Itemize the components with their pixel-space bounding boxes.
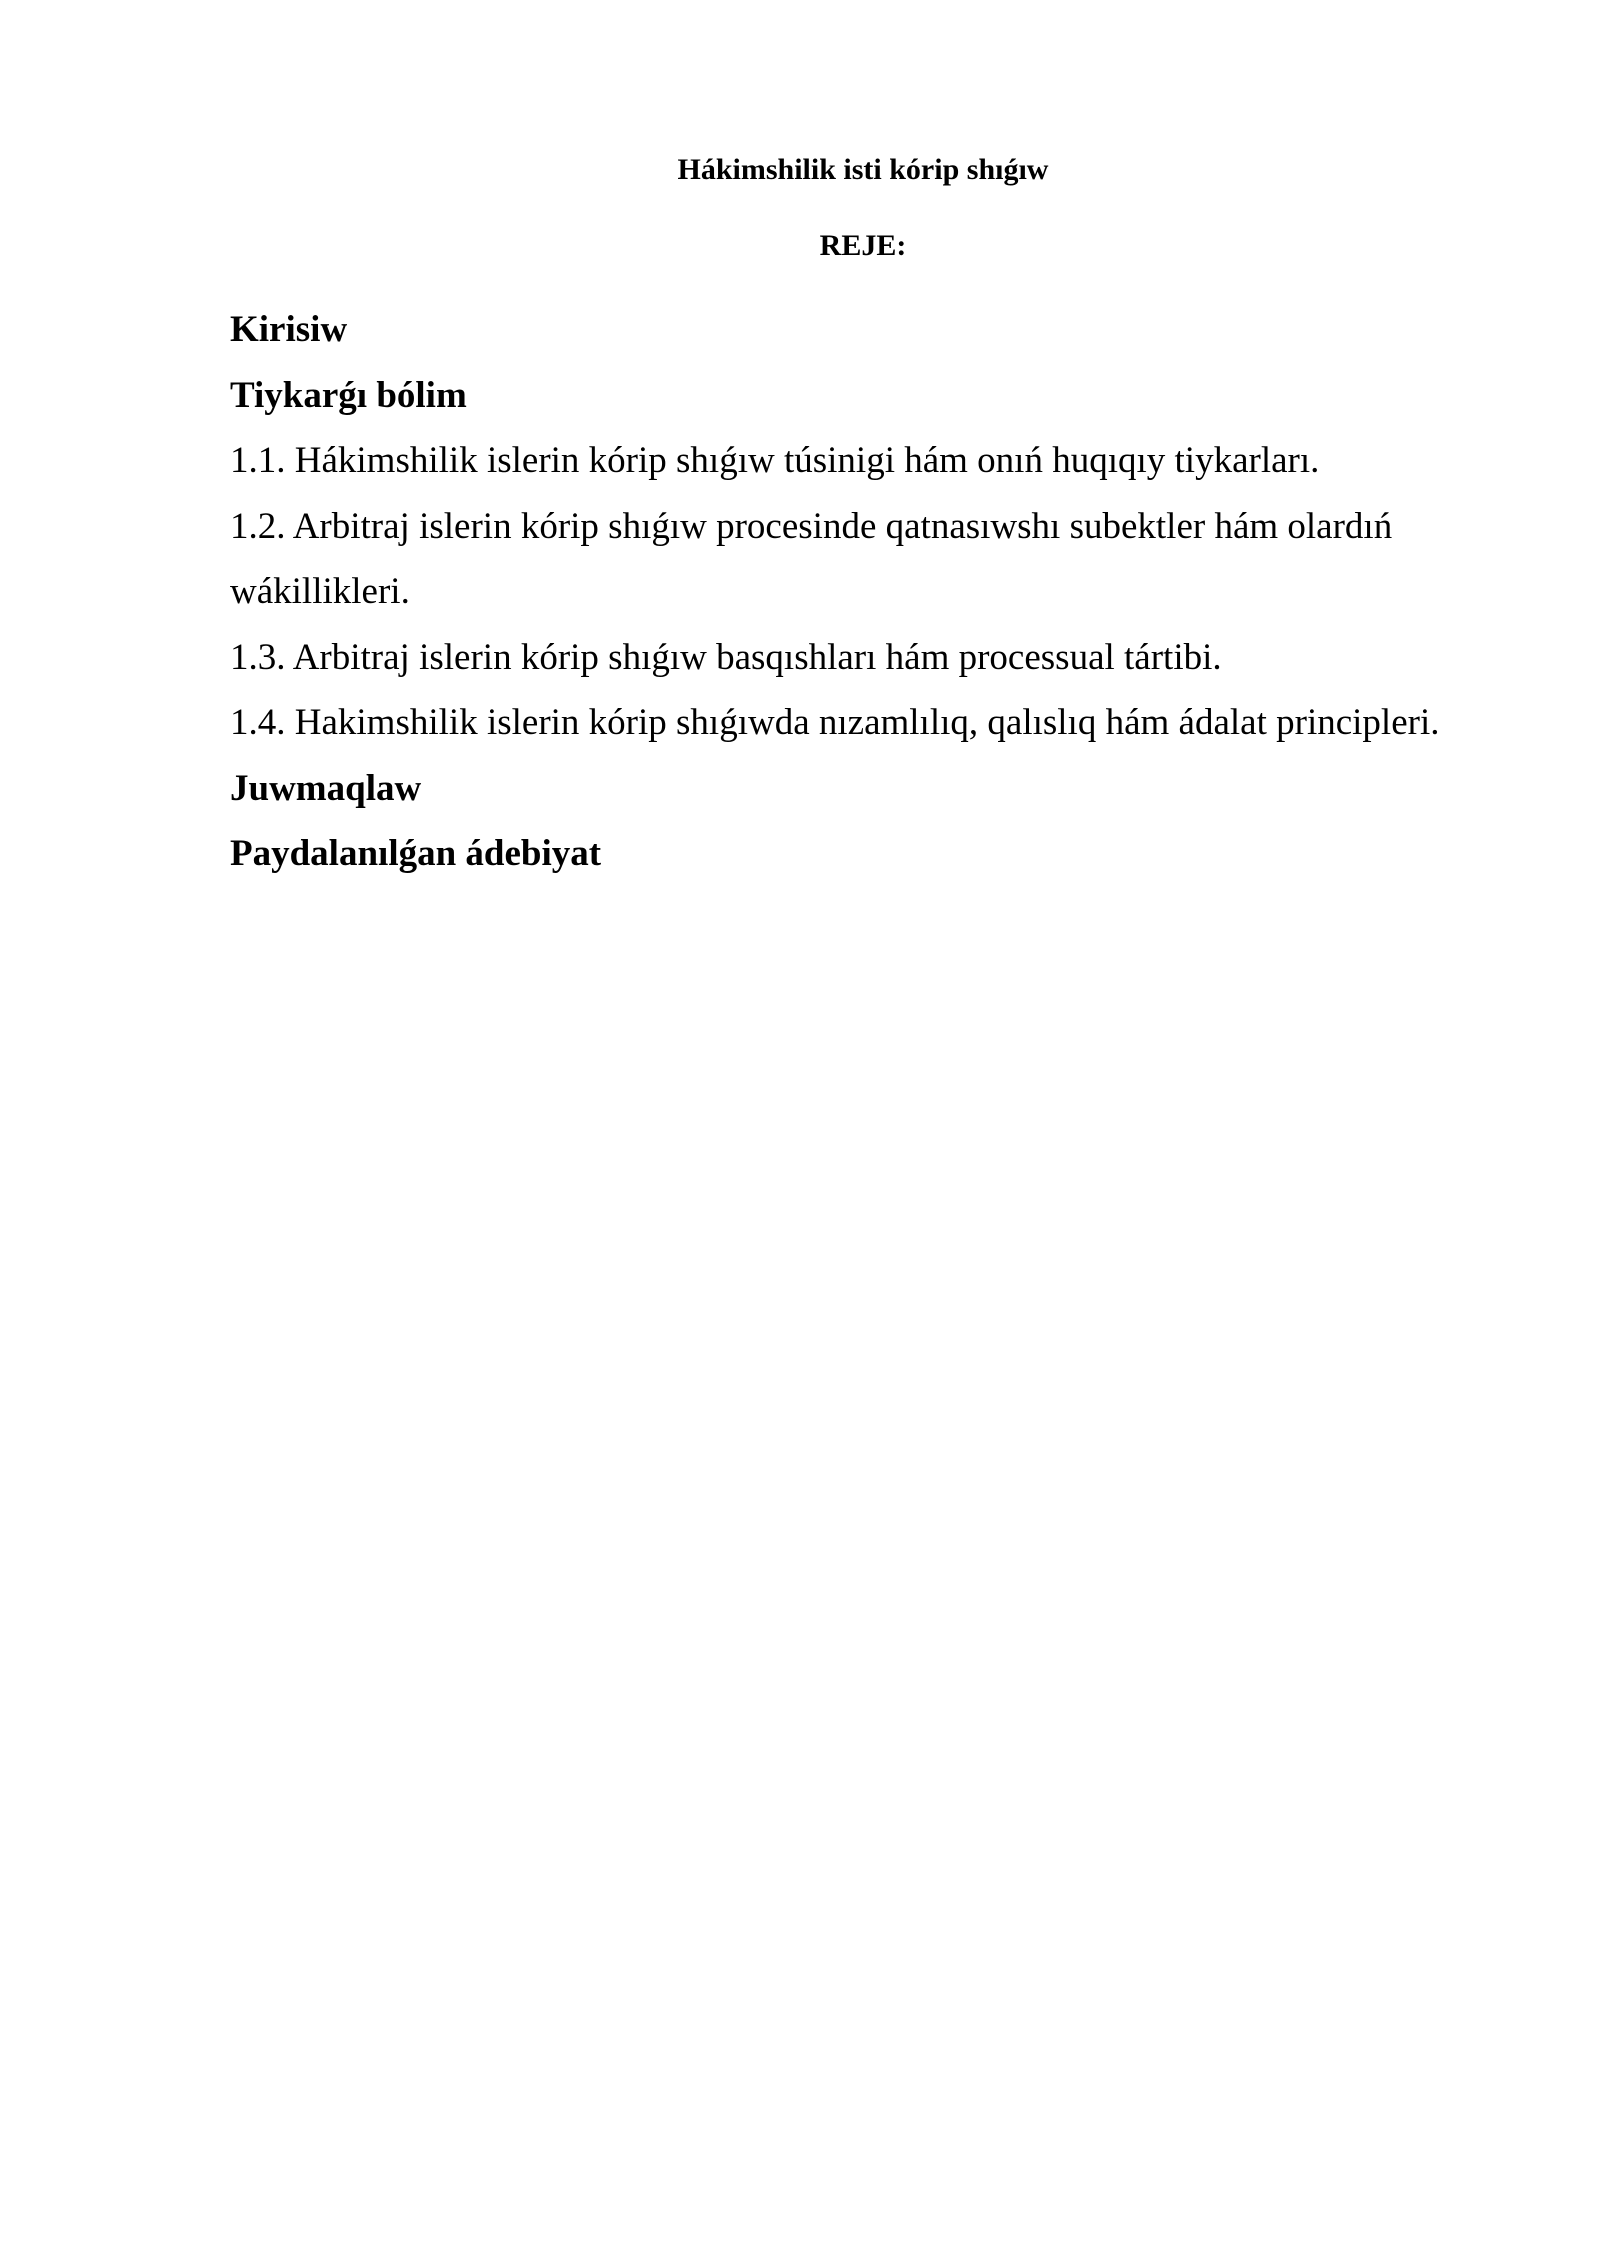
section-intro: Kirisiw <box>230 309 348 350</box>
toc-item-1-1: 1.1. Hákimshilik islerin kórip shıǵıw túsinigi hám onıń huqıqıy tiykarları. <box>230 440 1320 481</box>
toc-item-1-2: 1.2. Arbitraj islerin kórip shıǵıw procesinde qatnasıwshı subektler hám olardıń wákillikleri. <box>230 505 1393 612</box>
document-title: Hákimshilik isti kórip shıǵıw <box>677 153 1049 186</box>
plan-heading: REJE: <box>819 229 907 262</box>
section-references: Paydalanılǵan ádebiyat <box>230 833 602 874</box>
section-conclusion: Juwmaqlaw <box>230 767 422 809</box>
table-of-contents <box>230 297 1530 887</box>
toc-item-1-4: 1.4. Hakimshilik islerin kórip shıǵıwda nızamlılıq, qalıslıq hám ádalat principleri. <box>230 702 1440 743</box>
section-main: Tiykarǵı bólim <box>230 374 467 416</box>
toc-item-1-3: 1.3. Arbitraj islerin kórip shıǵıw basqıshları hám processual tártibi. <box>230 636 1222 678</box>
